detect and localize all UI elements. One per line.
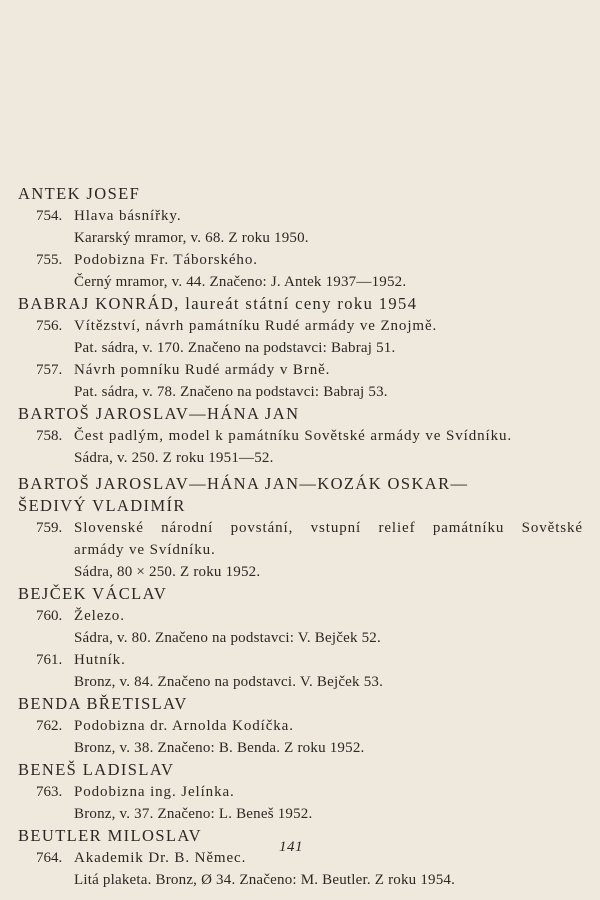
entry-number: 762. [36, 718, 63, 734]
artist-heading: BENDA BŘETISLAV [18, 694, 188, 713]
artist-heading: BEJČEK VÁCLAV [18, 584, 168, 603]
entry-detail: Pat. sádra, v. 170. Značeno na podstavci: Babraj 51. [74, 340, 396, 356]
entry-number: 763. [36, 784, 63, 800]
entry-title: Akademik Dr. B. Němec. [74, 850, 247, 866]
artist-heading: BARTOŠ JAROSLAV—HÁNA JAN [18, 404, 300, 423]
catalog-entry [18, 605, 583, 649]
entry-number: 756. [36, 318, 63, 334]
page-number: 141 [279, 839, 303, 855]
entry-number: 757. [36, 362, 63, 378]
entry-number: 754. [36, 208, 63, 224]
entry-title: Slovenské národní povstání, vstupní relief památníku Sovětské [74, 520, 583, 536]
entry-number: 759. [36, 520, 63, 536]
entry-title-continuation: armády ve Svídníku. [74, 542, 216, 558]
entry-detail: Pat. sádra, v. 78. Značeno na podstavci: Babraj 53. [74, 384, 388, 400]
entry-title: Hlava básnířky. [74, 208, 182, 224]
catalog-entry [18, 715, 583, 759]
entry-detail: Bronz, v. 84. Značeno na podstavci. V. Bejček 53. [74, 674, 384, 690]
entry-detail: Litá plaketa. Bronz, Ø 34. Značeno: M. Beutler. Z roku 1954. [74, 872, 456, 888]
catalog-entry [18, 249, 583, 293]
catalog-entry [18, 359, 583, 403]
catalog-entry [18, 781, 583, 825]
entry-title: Podobizna Fr. Táborského. [74, 252, 258, 268]
artist-heading: BABRAJ KONRÁD, laureát státní ceny roku 1954 [18, 294, 418, 313]
entry-title: Podobizna dr. Arnolda Kodíčka. [74, 718, 294, 734]
entry-number: 758. [36, 428, 63, 444]
artist-heading: ANTEK JOSEF [18, 184, 141, 203]
entry-number: 755. [36, 252, 63, 268]
catalog-entry [18, 315, 583, 359]
entry-number: 764. [36, 850, 63, 866]
catalog-entry [18, 205, 583, 249]
entry-title: Návrh pomníku Rudé armády v Brně. [74, 362, 331, 378]
entry-detail: Černý mramor, v. 44. Značeno: J. Antek 1937—1952. [74, 274, 407, 290]
catalog-entry [18, 425, 583, 469]
artist-heading: BARTOŠ JAROSLAV—HÁNA JAN—KOZÁK OSKAR— [18, 474, 469, 493]
artist-heading-continuation: ŠEDIVÝ VLADIMÍR [18, 496, 186, 515]
entry-number: 761. [36, 652, 63, 668]
artist-heading: BEUTLER MILOSLAV [18, 826, 202, 845]
entry-detail: Kararský mramor, v. 68. Z roku 1950. [74, 230, 309, 246]
entry-title: Podobizna ing. Jelínka. [74, 784, 235, 800]
entry-title: Železo. [74, 608, 125, 624]
catalog-entry [18, 649, 583, 693]
entry-detail: Sádra, v. 80. Značeno na podstavci: V. Bejček 52. [74, 630, 381, 646]
catalog-entry [18, 517, 583, 583]
entry-detail: Sádra, 80 × 250. Z roku 1952. [74, 564, 261, 580]
entry-title: Čest padlým, model k památníku Sovětské armády ve Svídníku. [74, 428, 513, 444]
entry-detail: Bronz, v. 38. Značeno: B. Benda. Z roku 1952. [74, 740, 365, 756]
entry-detail: Sádra, v. 250. Z roku 1951—52. [74, 450, 274, 466]
entry-title: Hutník. [74, 652, 126, 668]
entry-detail: Bronz, v. 37. Značeno: L. Beneš 1952. [74, 806, 313, 822]
artist-heading: BENEŠ LADISLAV [18, 760, 175, 779]
entry-title: Vítězství, návrh památníku Rudé armády ve Znojmě. [74, 318, 438, 334]
entry-number: 760. [36, 608, 63, 624]
catalog-list [18, 183, 583, 891]
